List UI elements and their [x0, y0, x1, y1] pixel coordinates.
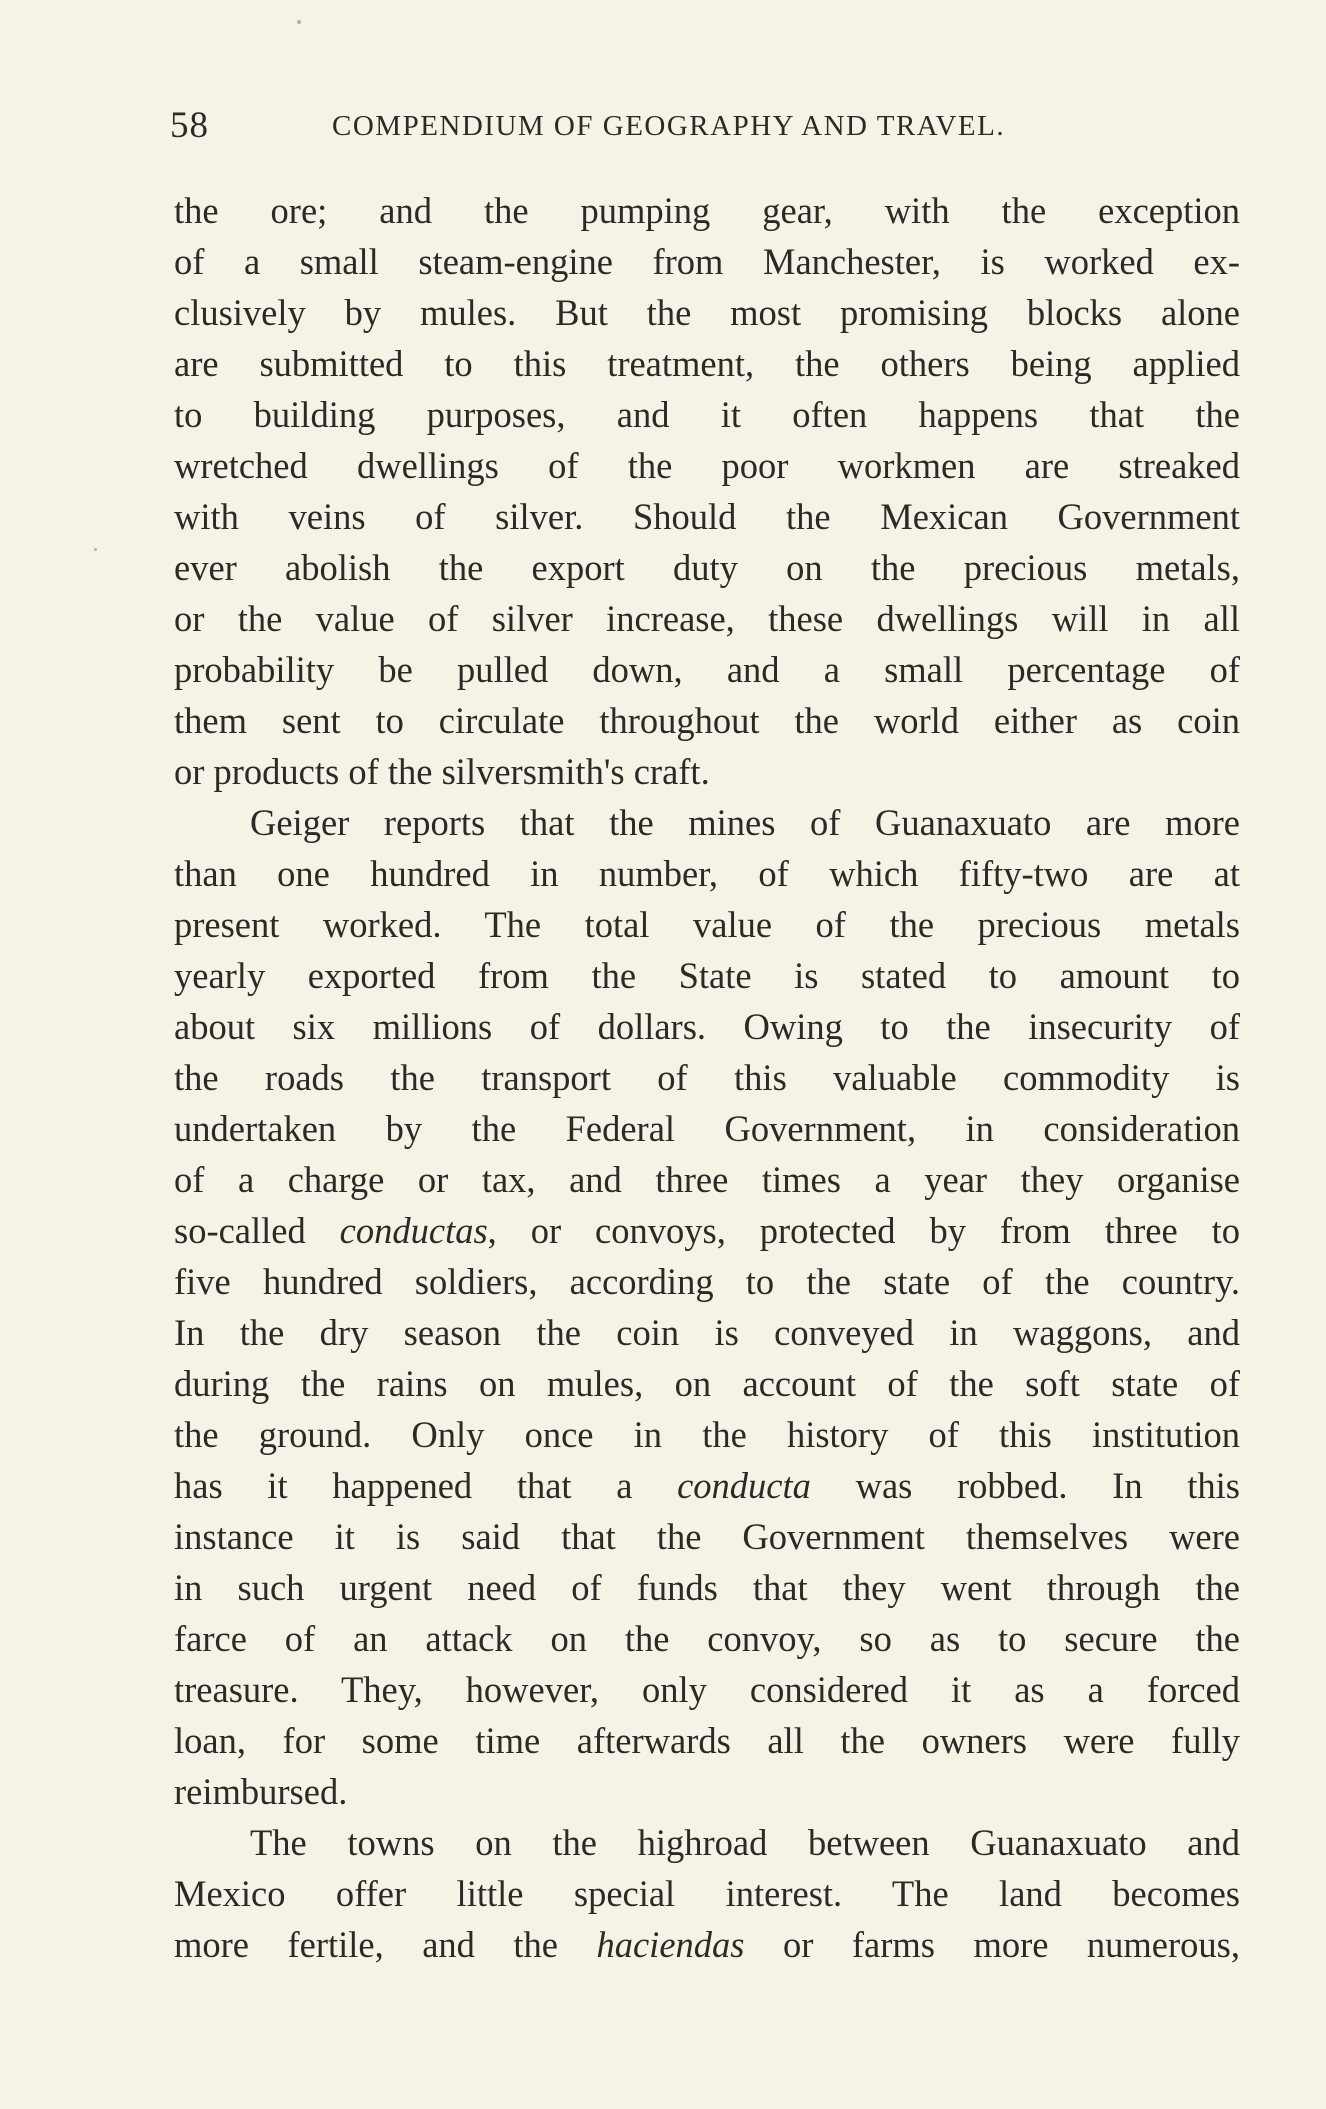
text-run: probability be pulled down, and a small percentage of — [174, 649, 1240, 690]
text-run: about six millions of dollars. Owing to the insecurity of — [174, 1006, 1240, 1047]
text-line — [174, 440, 1240, 491]
text-line — [174, 797, 1240, 848]
text-run: the ground. Only once in the history of this institution — [174, 1414, 1240, 1455]
text-run: or products of the silversmith's craft. — [174, 751, 710, 792]
text-line — [174, 1868, 1240, 1919]
text-line — [174, 593, 1240, 644]
text-line — [174, 695, 1240, 746]
text-run: clusively by mules. But the most promising blocks alone — [174, 292, 1240, 333]
text-line — [174, 491, 1240, 542]
text-line — [174, 899, 1240, 950]
italic-term: haciendas — [596, 1924, 745, 1965]
text-line — [174, 1715, 1240, 1766]
italic-term: conducta — [677, 1465, 811, 1506]
text-line — [174, 1460, 1240, 1511]
text-line — [174, 1409, 1240, 1460]
text-line — [174, 1154, 1240, 1205]
print-speck — [297, 20, 301, 24]
text-line — [174, 1103, 1240, 1154]
italic-term: conductas — [339, 1210, 488, 1251]
text-run: In the dry season the coin is conveyed in waggons, and — [174, 1312, 1240, 1353]
text-run: instance it is said that the Government themselves were — [174, 1516, 1240, 1557]
text-run: Mexico offer little special interest. The land becomes — [174, 1873, 1240, 1914]
text-run: to building purposes, and it often happens that the — [174, 394, 1240, 435]
text-run: of a small steam-engine from Manchester, is worked ex- — [174, 241, 1240, 282]
text-line — [174, 1001, 1240, 1052]
running-title: COMPENDIUM OF GEOGRAPHY AND TRAVEL. — [332, 110, 1006, 142]
text-run: than one hundred in number, of which fifty-two are at — [174, 853, 1240, 894]
text-line — [174, 185, 1240, 236]
text-run: five hundred soldiers, according to the state of the country. — [174, 1261, 1240, 1302]
text-run: the ore; and the pumping gear, with the exception — [174, 190, 1240, 231]
print-speck — [94, 548, 97, 551]
body-text — [174, 185, 1240, 1970]
page-number: 58 — [170, 105, 209, 146]
text-line — [174, 1562, 1240, 1613]
text-run: yearly exported from the State is stated to amount to — [174, 955, 1240, 996]
text-run: so-called — [174, 1210, 340, 1251]
text-run: , or convoys, protected by from three to — [487, 1210, 1240, 1251]
text-run: Geiger reports that the mines of Guanaxuato are more — [250, 802, 1240, 843]
text-line — [174, 1613, 1240, 1664]
text-line — [174, 1256, 1240, 1307]
text-line — [174, 1052, 1240, 1103]
text-run: The towns on the highroad between Guanaxuato and — [250, 1822, 1240, 1863]
text-run: has it happened that a — [174, 1465, 678, 1506]
text-line — [174, 644, 1240, 695]
text-line — [174, 950, 1240, 1001]
text-run: are submitted to this treatment, the others being applied — [174, 343, 1240, 384]
page-header — [170, 104, 1240, 144]
text-run: loan, for some time afterwards all the owners were fully — [174, 1720, 1240, 1761]
text-line — [174, 1307, 1240, 1358]
text-run: or the value of silver increase, these dwellings will in all — [174, 598, 1240, 639]
text-run: more fertile, and the — [174, 1924, 597, 1965]
text-line — [174, 236, 1240, 287]
text-run: wretched dwellings of the poor workmen are streaked — [174, 445, 1240, 486]
text-line — [174, 542, 1240, 593]
text-run: present worked. The total value of the precious metals — [174, 904, 1240, 945]
text-run: reimbursed. — [174, 1771, 348, 1812]
text-line — [174, 746, 1240, 797]
text-line — [174, 1919, 1240, 1970]
text-line — [174, 1358, 1240, 1409]
text-run: of a charge or tax, and three times a year they organise — [174, 1159, 1240, 1200]
text-run: was robbed. In this — [810, 1465, 1240, 1506]
text-line — [174, 1817, 1240, 1868]
text-line — [174, 848, 1240, 899]
text-line — [174, 1511, 1240, 1562]
text-line — [174, 1205, 1240, 1256]
text-run: or farms more numerous, — [744, 1924, 1240, 1965]
text-run: undertaken by the Federal Government, in consideration — [174, 1108, 1240, 1149]
text-line — [174, 287, 1240, 338]
text-run: them sent to circulate throughout the world either as coin — [174, 700, 1240, 741]
text-run: farce of an attack on the convoy, so as to secure the — [174, 1618, 1240, 1659]
text-run: during the rains on mules, on account of the soft state of — [174, 1363, 1240, 1404]
text-run: in such urgent need of funds that they went through the — [174, 1567, 1240, 1608]
text-run: with veins of silver. Should the Mexican Government — [174, 496, 1240, 537]
text-run: the roads the transport of this valuable commodity is — [174, 1057, 1240, 1098]
text-line — [174, 1664, 1240, 1715]
text-run: treasure. They, however, only considered it as a forced — [174, 1669, 1240, 1710]
text-line — [174, 389, 1240, 440]
text-run: ever abolish the export duty on the precious metals, — [174, 547, 1240, 588]
text-line — [174, 338, 1240, 389]
text-line — [174, 1766, 1240, 1817]
